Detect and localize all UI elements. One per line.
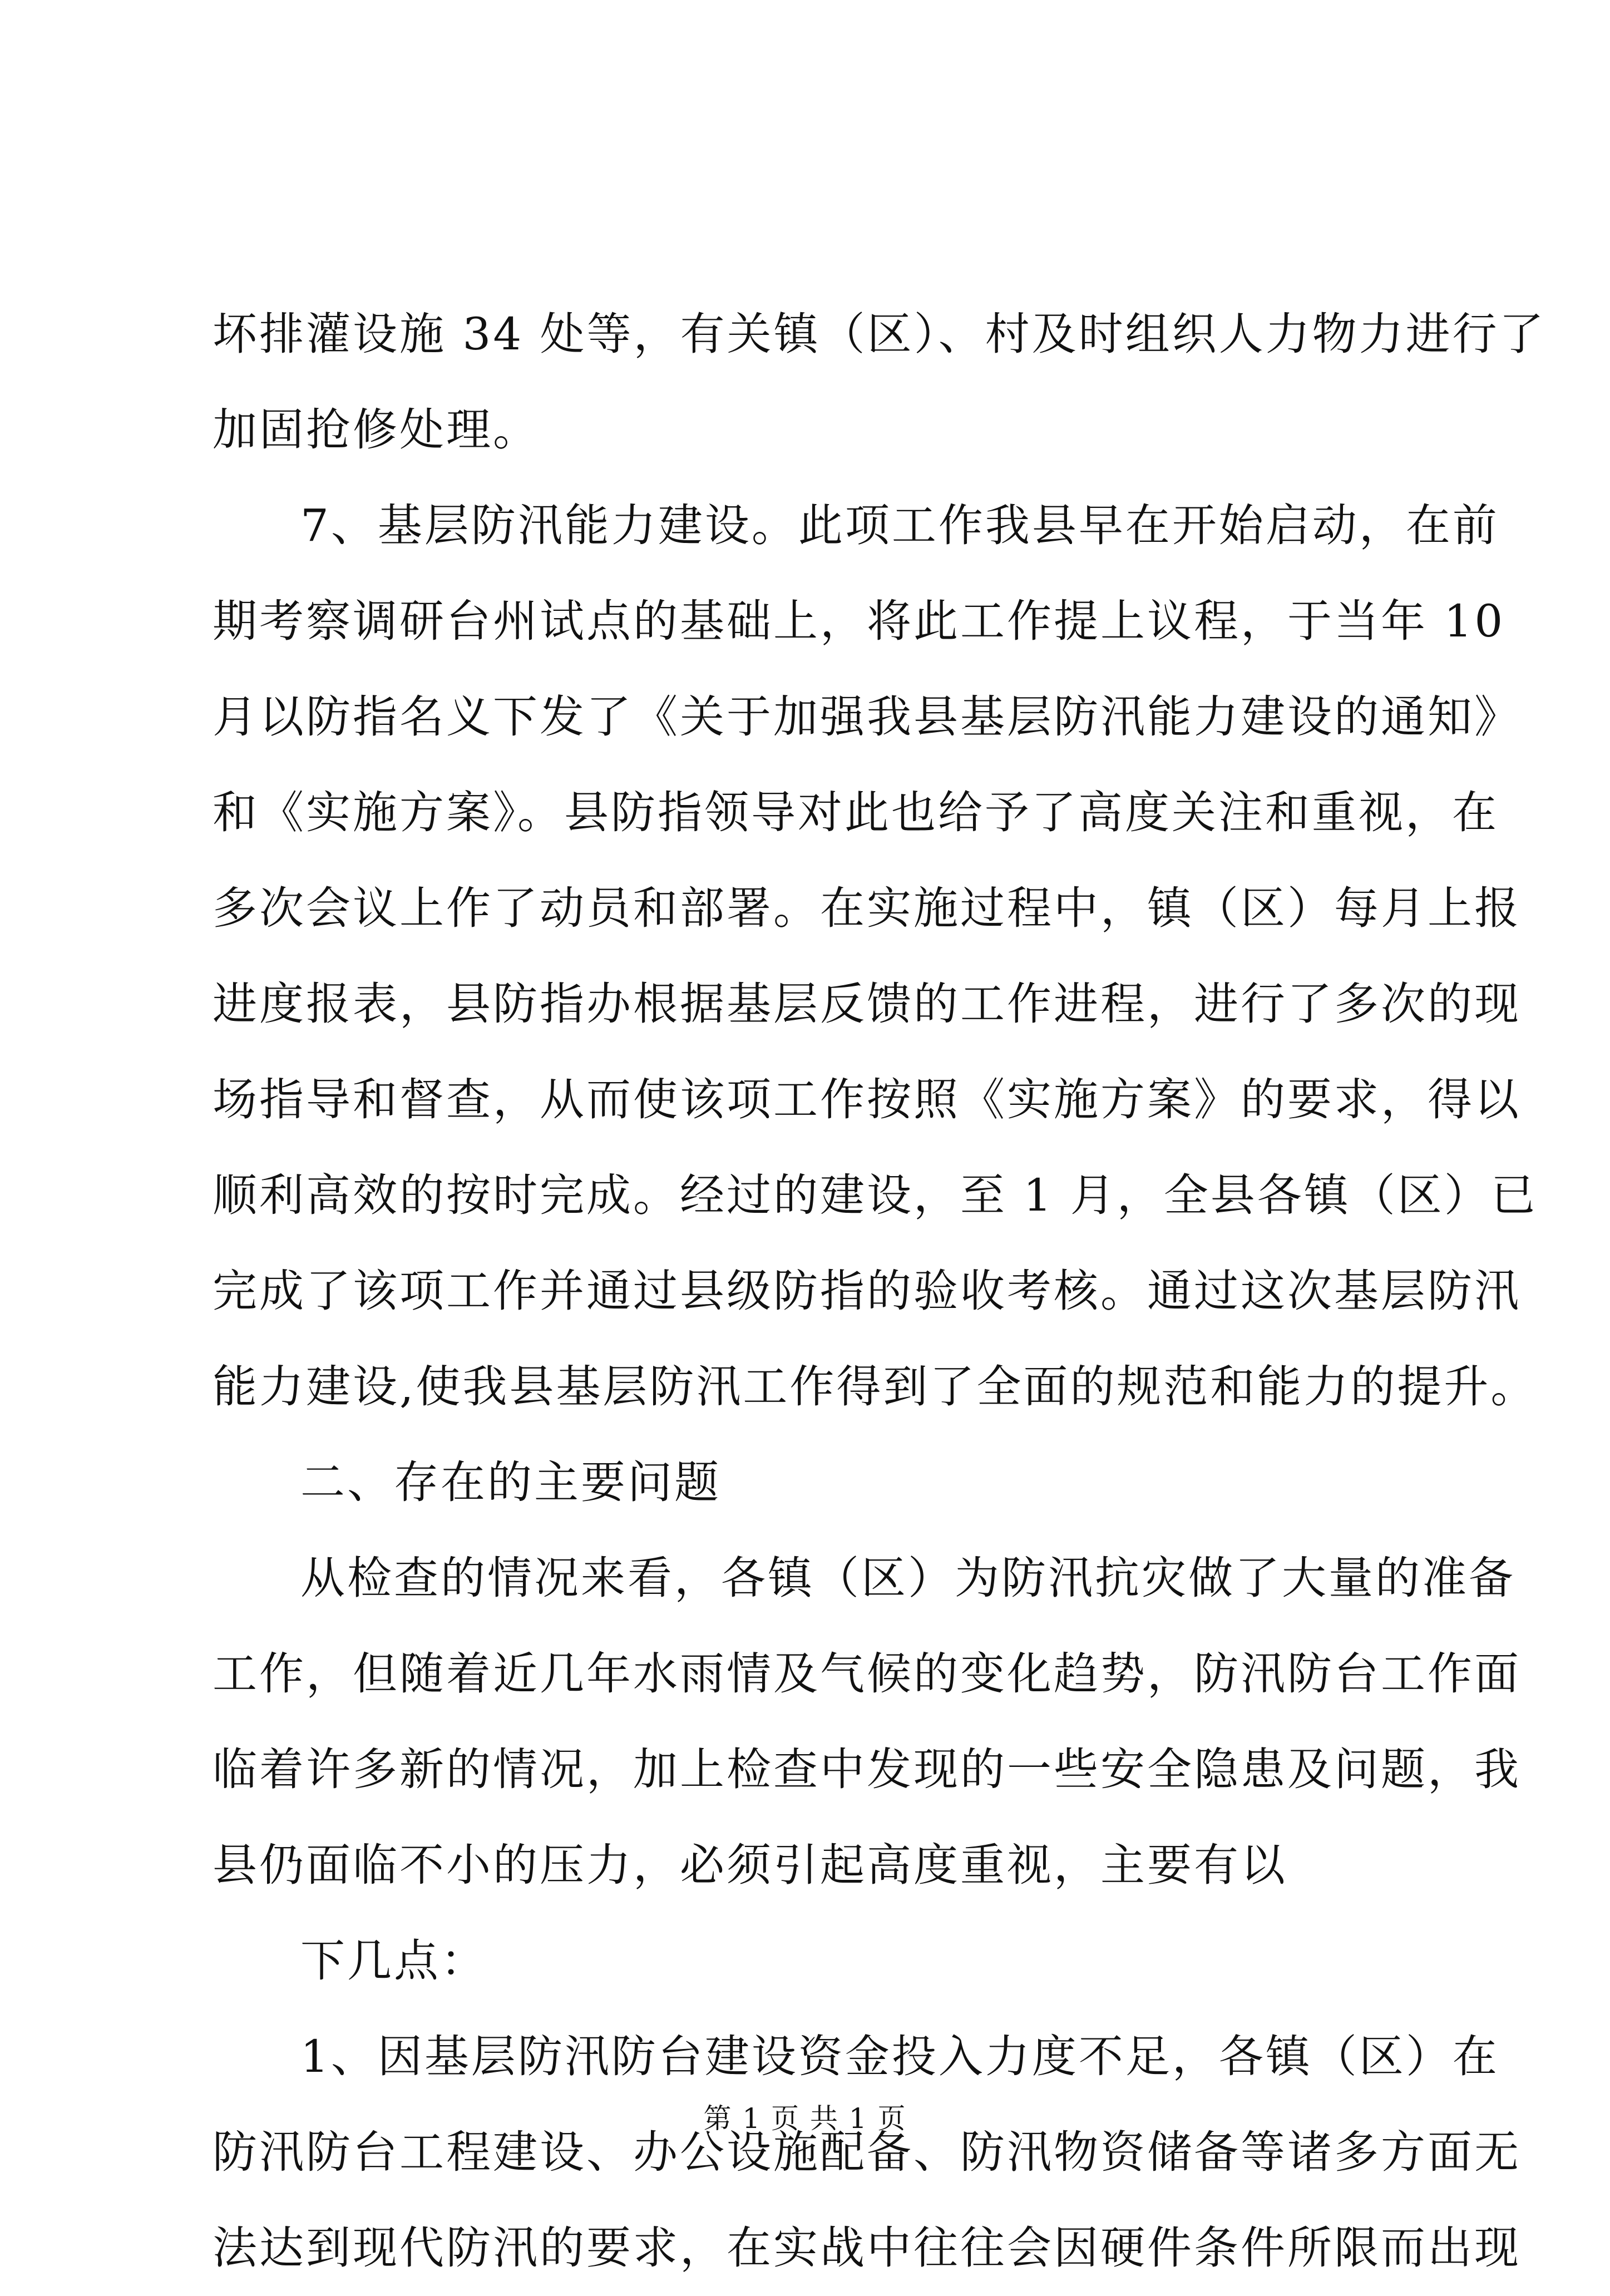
body-line-2: 加固抢修处理。 (213, 404, 540, 456)
body-line-8: 进度报表，县防指办根据基层反馈的工作进程，进行了多次的现 (213, 978, 1521, 1030)
body-line-19: 1、因基层防汛防台建设资金投入力度不足，各镇（区）在 (300, 2031, 1499, 2082)
body-line-16: 临着许多新的情况，加上检查中发现的一些安全隐患及问题，我 (213, 1744, 1521, 1795)
body-line-3: 7、基层防汛能力建设。此项工作我县早在开始启动，在前 (300, 500, 1499, 551)
body-line-18: 下几点： (300, 1935, 487, 1987)
body-line-14: 从检查的情况来看，各镇（区）为防汛抗灾做了大量的准备 (300, 1552, 1515, 1604)
body-line-9: 场指导和督查，从而使该项工作按照《实施方案》的要求，得以 (213, 1074, 1521, 1125)
body-line-6: 和《实施方案》。县防指领导对此也给予了高度关注和重视，在 (213, 787, 1499, 838)
body-line-5: 月以防指名义下发了《关于加强我县基层防汛能力建设的通知》 (213, 691, 1521, 743)
body-line-17: 县仍面临不小的压力，必须引起高度重视，主要有以 (213, 1839, 1287, 1891)
body-line-1: 坏排灌设施 34 处等，有关镇（区）、村及时组织人力物力进行了 (213, 308, 1546, 360)
section-heading: 二、存在的主要问题 (300, 1456, 721, 1508)
body-line-12: 能力建设,使我县基层防汛工作得到了全面的规范和能力的提升。 (213, 1361, 1538, 1413)
body-line-11: 完成了该项工作并通过县级防指的验收考核。通过这次基层防汛 (213, 1265, 1521, 1317)
body-line-20: 防汛防台工程建设、办公设施配备、防汛物资储备等诸多方面无 (213, 2126, 1521, 2178)
body-line-4: 期考察调研台州试点的基础上，将此工作提上议程，于当年 10 (213, 595, 1505, 647)
body-line-10: 顺利高效的按时完成。经过的建设，至 1 月，全县各镇（区）已 (213, 1169, 1538, 1221)
body-line-21: 法达到现代防汛的要求，在实战中往往会因硬件条件所限而出现 (213, 2222, 1521, 2274)
body-line-7: 多次会议上作了动员和部署。在实施过程中，镇（区）每月上报 (213, 882, 1521, 934)
body-line-15: 工作，但随着近几年水雨情及气候的变化趋势，防汛防台工作面 (213, 1648, 1521, 1700)
document-body (213, 287, 1546, 2296)
page-number-footer: 第 1 页 共 1 页 (703, 2102, 907, 2135)
